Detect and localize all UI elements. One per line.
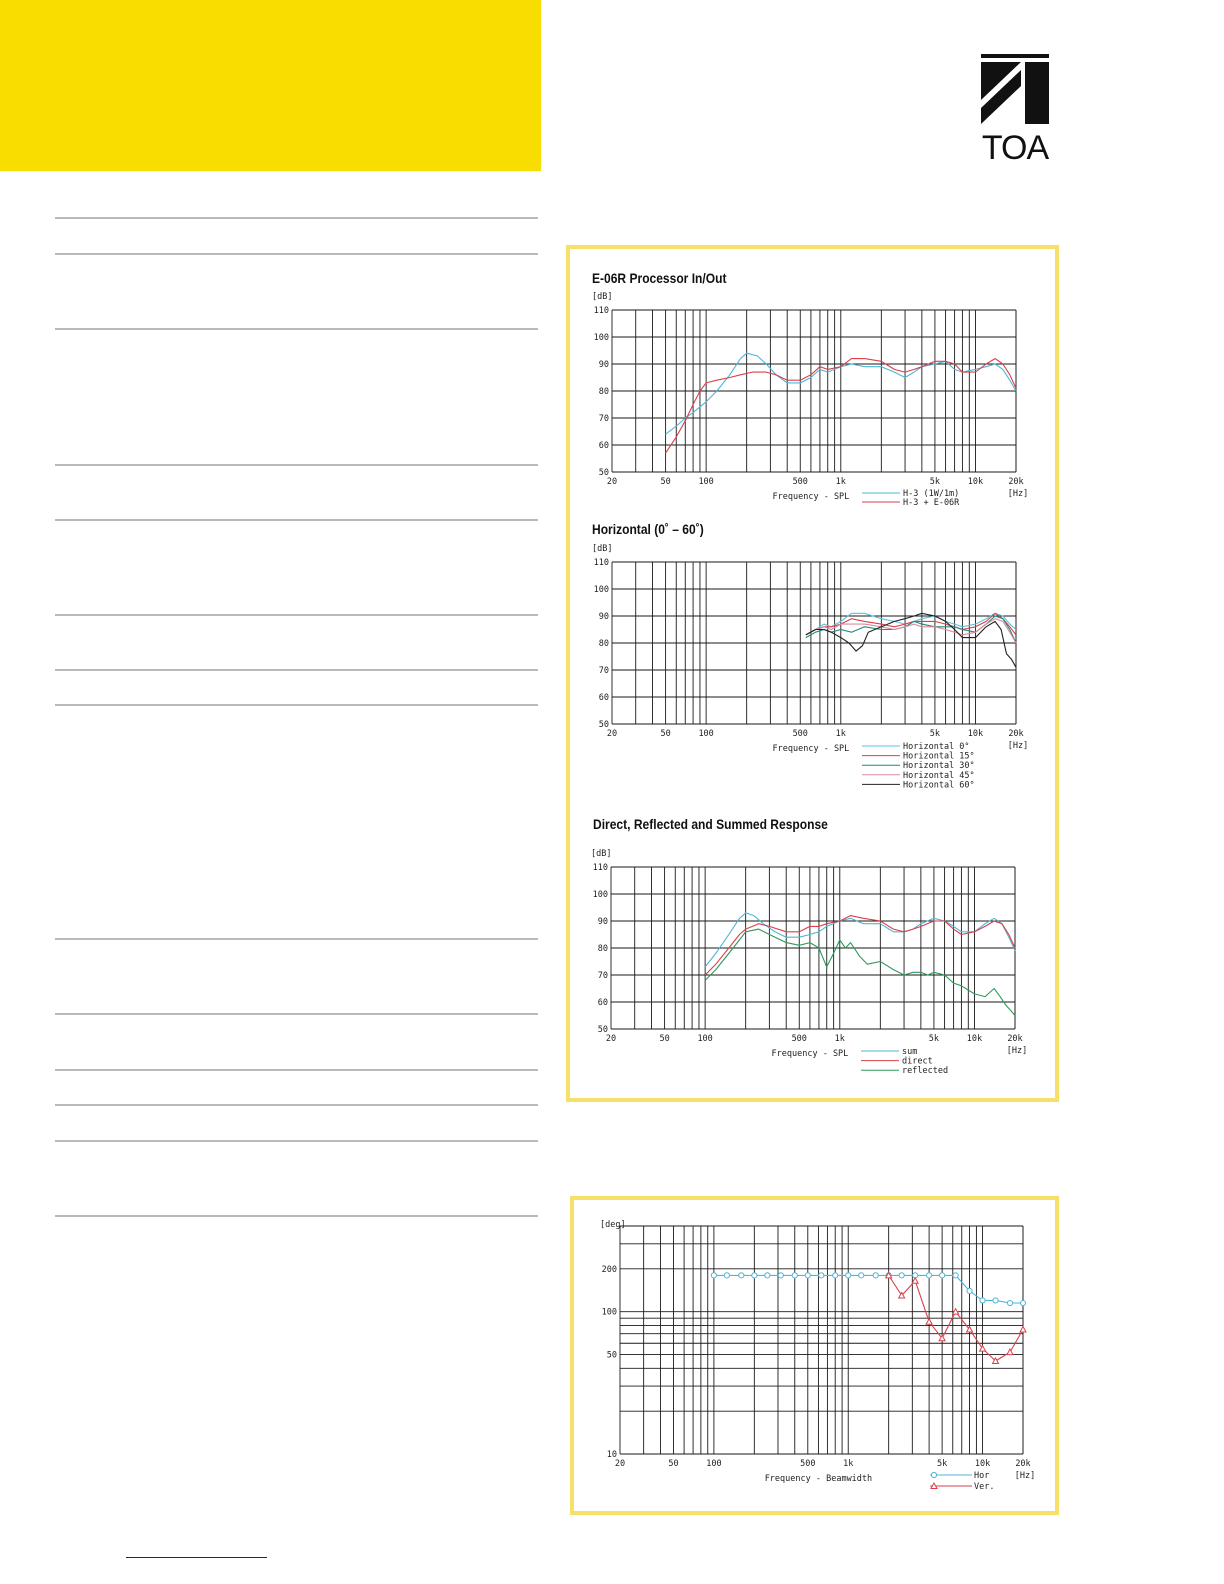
y-tick-label: 100 xyxy=(593,585,609,595)
x-tick-label: 10k xyxy=(974,1459,991,1469)
y-tick-label: 60 xyxy=(598,441,609,451)
y-axis-unit: [dB] xyxy=(591,849,612,859)
x-tick-label: 20k xyxy=(1008,477,1024,487)
legend-label: Horizontal 0° xyxy=(903,742,970,752)
data-point xyxy=(833,1273,838,1278)
y-tick-label: 10 xyxy=(606,1450,617,1460)
x-tick-label: 20k xyxy=(1015,1459,1031,1469)
data-point xyxy=(739,1273,744,1278)
y-tick-label: 70 xyxy=(597,971,608,981)
data-point xyxy=(980,1346,986,1352)
y-tick-label: 110 xyxy=(593,558,609,568)
x-tick-label: 500 xyxy=(791,1034,807,1044)
x-tick-label: 10k xyxy=(967,729,984,739)
section-divider xyxy=(55,1104,538,1106)
x-axis-title: Frequency - SPL xyxy=(771,1049,849,1059)
x-tick-label: 20k xyxy=(1008,729,1024,739)
y-tick-label: 200 xyxy=(601,1264,617,1275)
data-point xyxy=(927,1273,932,1278)
legend-label: Horizontal 30° xyxy=(903,761,975,772)
x-tick-label: 1k xyxy=(834,1034,845,1044)
section-divider xyxy=(55,1215,538,1217)
x-tick-label: 10k xyxy=(966,1034,983,1044)
y-tick-label: 80 xyxy=(598,639,609,649)
chart-title-horizontal: Horizontal (0˚ – 60˚) xyxy=(592,521,704,537)
data-point xyxy=(1020,1326,1026,1332)
data-point xyxy=(953,1273,958,1278)
x-axis-title: Frequency - SPL xyxy=(772,492,850,502)
data-point xyxy=(724,1273,729,1278)
data-point xyxy=(819,1273,824,1278)
x-tick-label: 20 xyxy=(606,729,618,739)
data-point xyxy=(792,1273,797,1278)
legend-label: Horizontal 60° xyxy=(903,780,975,791)
section-divider xyxy=(55,1069,538,1071)
legend-label: sum xyxy=(902,1047,918,1057)
x-tick-label: 20k xyxy=(1007,1034,1023,1044)
data-point xyxy=(899,1273,904,1278)
section-divider xyxy=(55,938,538,940)
x-tick-label: 5k xyxy=(929,477,941,487)
x-tick-label: 100 xyxy=(698,729,714,739)
x-axis-unit: [Hz] xyxy=(1014,1471,1036,1481)
x-tick-label: 500 xyxy=(792,477,808,487)
section-divider xyxy=(55,1013,538,1015)
legend-label: Horizontal 15° xyxy=(903,751,975,762)
legend-label: H-3 (1W/1m) xyxy=(903,489,960,499)
y-tick-label: 70 xyxy=(598,414,609,424)
y-tick-label: 100 xyxy=(593,333,609,343)
x-tick-label: 50 xyxy=(668,1459,679,1469)
section-divider xyxy=(55,464,538,466)
x-tick-label: 100 xyxy=(698,477,714,487)
data-point xyxy=(859,1273,864,1278)
data-point xyxy=(1007,1349,1013,1355)
x-axis-unit: [Hz] xyxy=(1006,1046,1028,1056)
data-point xyxy=(752,1273,757,1278)
series-line-4 xyxy=(806,613,1016,667)
footer-link-underline[interactable] xyxy=(126,1557,267,1558)
x-tick-label: 10k xyxy=(967,477,984,487)
x-axis-unit: [Hz] xyxy=(1007,489,1029,499)
data-point xyxy=(980,1298,985,1303)
chart-title-processor: E-06R Processor In/Out xyxy=(592,270,727,286)
y-tick-label: 100 xyxy=(601,1307,617,1318)
y-tick-label: 80 xyxy=(597,944,608,954)
chart-title-direct-reflected: Direct, Reflected and Summed Response xyxy=(593,816,828,832)
data-point xyxy=(711,1273,716,1278)
x-axis-unit: [Hz] xyxy=(1007,741,1029,751)
horizontal-response-chart xyxy=(580,544,1050,799)
data-point xyxy=(846,1273,851,1278)
x-tick-label: 20 xyxy=(614,1459,626,1469)
y-tick-label: 50 xyxy=(598,720,609,730)
y-tick-label: 110 xyxy=(592,863,608,873)
data-point xyxy=(805,1273,810,1278)
header-yellow-block xyxy=(0,0,541,171)
x-tick-label: 20 xyxy=(605,1034,617,1044)
section-divider xyxy=(55,614,538,616)
legend-label: H-3 + E-06R xyxy=(903,498,960,508)
y-axis-unit: [dB] xyxy=(592,292,613,302)
y-tick-label: 50 xyxy=(606,1350,617,1361)
data-point xyxy=(1007,1300,1012,1305)
x-tick-label: 1k xyxy=(835,477,846,487)
x-tick-label: 100 xyxy=(706,1459,722,1469)
y-tick-label: 90 xyxy=(598,360,609,370)
legend-label: reflected xyxy=(902,1066,949,1077)
toa-logo-text: TOA xyxy=(981,129,1049,167)
section-divider xyxy=(55,669,538,671)
x-axis-title: Frequency - SPL xyxy=(772,744,850,754)
data-point xyxy=(912,1278,918,1284)
y-tick-label: 70 xyxy=(598,666,609,676)
legend-label: direct xyxy=(902,1056,933,1067)
y-tick-label: 90 xyxy=(598,612,609,622)
x-tick-label: 100 xyxy=(697,1034,713,1044)
x-tick-label: 5k xyxy=(928,1034,940,1044)
section-divider xyxy=(55,704,538,706)
legend-marker xyxy=(931,1472,936,1477)
data-point xyxy=(993,1298,998,1303)
x-tick-label: 500 xyxy=(792,729,808,739)
section-divider xyxy=(55,1140,538,1142)
data-point xyxy=(1020,1300,1025,1305)
y-tick-label: 80 xyxy=(598,387,609,397)
y-tick-label: 50 xyxy=(598,468,609,478)
y-tick-label: 50 xyxy=(597,1025,608,1035)
data-point xyxy=(765,1273,770,1278)
data-point xyxy=(967,1288,972,1293)
legend-label: Horizontal 45° xyxy=(903,770,975,781)
x-tick-label: 5k xyxy=(929,729,941,739)
x-tick-label: 20 xyxy=(606,477,618,487)
y-axis-unit: [dB] xyxy=(592,544,613,554)
data-point xyxy=(873,1273,878,1278)
x-axis-title: Frequency - Beamwidth xyxy=(764,1474,873,1484)
y-tick-label: 90 xyxy=(597,917,608,927)
y-tick-label: 60 xyxy=(597,998,608,1008)
x-tick-label: 1k xyxy=(835,729,846,739)
x-tick-label: 50 xyxy=(660,729,671,739)
y-tick-label: 100 xyxy=(592,890,608,900)
legend-label: Hor xyxy=(974,1471,990,1481)
y-tick-label: 110 xyxy=(593,306,609,316)
section-divider xyxy=(55,519,538,521)
data-point xyxy=(940,1273,945,1278)
x-tick-label: 5k xyxy=(936,1459,948,1469)
direct-reflected-summed-chart xyxy=(580,849,1050,1084)
section-divider xyxy=(55,328,538,330)
x-tick-label: 50 xyxy=(659,1034,670,1044)
beamwidth-chart xyxy=(585,1216,1045,1501)
data-point xyxy=(926,1319,932,1325)
y-axis-unit: [deg] xyxy=(600,1220,626,1230)
section-divider xyxy=(55,253,538,255)
legend-label: Ver. xyxy=(974,1482,995,1492)
x-tick-label: 50 xyxy=(660,477,671,487)
x-tick-label: 1k xyxy=(843,1459,854,1469)
processor-in-out-chart xyxy=(580,292,1050,517)
section-divider xyxy=(55,217,538,219)
y-tick-label: 60 xyxy=(598,693,609,703)
x-tick-label: 500 xyxy=(800,1459,816,1469)
data-point xyxy=(778,1273,783,1278)
